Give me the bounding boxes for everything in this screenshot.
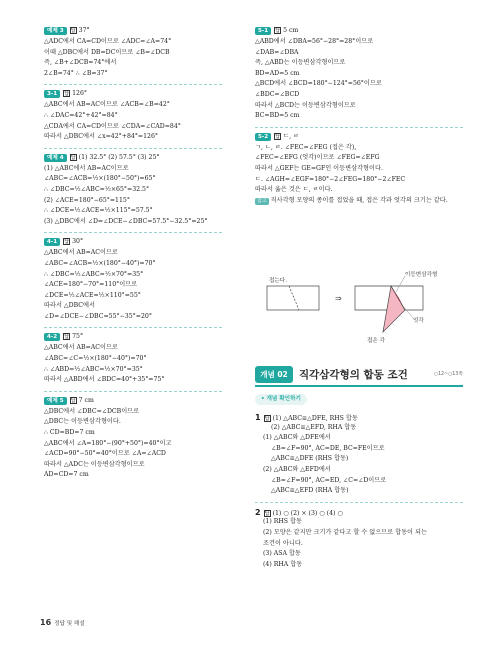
solution-line: 조건이 아니다. — [263, 539, 303, 547]
solution-line: (2) △ABC와 △EFD에서 — [263, 465, 331, 473]
problem-2 — [255, 507, 463, 571]
solution-3-1 — [44, 89, 222, 142]
solution-line: (3) ASA 합동 — [263, 550, 301, 558]
solution-line: △ABC≡△EFD (RHA 합동) — [271, 487, 349, 495]
label-leader — [396, 276, 405, 292]
divider — [255, 127, 463, 128]
answer-mark: 답 — [64, 91, 70, 98]
solution-line: (1) ○ (2) × (3) ○ (4) ○ — [272, 509, 343, 517]
solution-line: 이때 △DBC에서 DB=DC이므로 ∠B=∠DCB — [44, 48, 170, 56]
solution-line: ∠ABC=∠C=½×(180°−40°)=70° — [44, 355, 147, 363]
solution-line: △ABC≡△DFE (RHS 합동) — [271, 455, 349, 463]
alternate-angle-label: 엇각 — [413, 318, 424, 324]
problem-number: 2 — [255, 507, 261, 517]
solution-header — [44, 396, 222, 407]
solution-line: △ABD에서 ∠DBA=56°−28°=28°이므로 — [255, 38, 374, 45]
solution-line: 따라서 △DBC에서 ∠x=42°+84°=126° — [44, 133, 158, 141]
answer-text: 5 cm — [283, 27, 299, 34]
answer-mark: 답 — [70, 154, 76, 161]
solution-line: ∴ ∠DBC=½∠ABC=½×65°=32.5° — [44, 185, 150, 193]
solution-line: 따라서 △BCD는 이등변삼각형이므로 — [255, 101, 356, 109]
divider — [44, 391, 222, 392]
answer-mark: 답 — [264, 510, 270, 517]
solution-line: ∠FEC=∠EFG (엇각)이므로 ∠FEG=∠EFG — [255, 154, 380, 162]
solution-header — [44, 89, 222, 100]
hint-tag: 참고 — [257, 197, 267, 204]
page-footer — [40, 617, 85, 629]
folded-flap — [383, 286, 405, 332]
answer-text: 7 cm — [78, 396, 94, 404]
solution-line: ∠ACE=180°−70°=110°이므로 — [44, 281, 138, 289]
solution-line: (1) RHS 합동 — [263, 518, 302, 526]
solution-line: (1) △ABC와 △DFE에서 — [263, 434, 331, 442]
solution-example-3 — [44, 26, 222, 79]
solution-line: (3) △DBC에서 ∠D=∠DCE−∠DBC=57.5°−32.5°=25° — [44, 217, 208, 225]
section-tag: 개념 02 — [255, 366, 293, 383]
problem-header — [255, 412, 463, 423]
solution-line: ∠B=∠F=90°, AC=ED, ∠C=∠D이므로 — [271, 476, 387, 484]
solution-line: 따라서 옳은 것은 ㄷ, ㄹ이다. — [255, 186, 333, 194]
solution-line: BC=BD=5 cm — [255, 112, 300, 120]
problem-badge: 예제 3 — [44, 27, 67, 35]
page-number: 16 — [40, 618, 52, 627]
divider — [44, 148, 222, 149]
folding-diagram — [255, 270, 463, 350]
solution-5-2 — [255, 132, 463, 207]
solution-line: (2) ∠ACE=180°−65°=115° — [44, 196, 130, 204]
solution-line: (1) △ABC에서 AB=AC이므로 — [44, 164, 129, 172]
arrow-icon: ⇒ — [335, 294, 342, 303]
solution-line: ∠ABC=∠ACB=½×(180°−40°)=70° — [44, 259, 156, 267]
solution-line: ∴ ∠DAC=42°+42°=84° — [44, 111, 118, 119]
problem-1 — [255, 412, 463, 497]
solution-4-1 — [44, 237, 222, 322]
solution-header — [44, 153, 222, 164]
solution-line: BD=AD=5 cm — [255, 69, 300, 77]
right-column — [255, 26, 463, 206]
solution-line: 2∠B=74° ∴ ∠B=37° — [44, 69, 108, 77]
left-column — [44, 26, 222, 481]
concept-check-label: • 개념 확인하기 — [255, 394, 307, 405]
divider — [44, 84, 222, 85]
solution-line: ㄱ, ㄴ, ㄹ. ∠FEC=∠FEG (접은 각), — [255, 143, 357, 151]
solution-line: △ADC에서 CA=CD이므로 ∠ADC=∠A=74° — [44, 38, 172, 45]
solution-5-1 — [255, 26, 463, 122]
answer-mark: 답 — [264, 416, 270, 422]
problem-badge: 5-1 — [255, 27, 271, 35]
solution-line: ㄷ. ∠AGH=∠EGF=180°−2∠FEG=180°−2∠FEC — [255, 175, 406, 183]
solution-line: ∴ ∠DCE=½∠ACE=½×115°=57.5° — [44, 207, 153, 215]
section-page-ref: ○12~○13쪽 — [433, 372, 463, 377]
solution-header — [44, 332, 222, 343]
solution-header — [44, 26, 222, 37]
solution-line: 따라서 △ABD에서 ∠BDC=40°+35°=75° — [44, 376, 165, 384]
label-leader — [403, 306, 413, 318]
solution-line: △BCD에서 ∠BCD=180°−124°=56°이므로 — [255, 80, 382, 88]
problem-badge: 4-1 — [44, 238, 60, 246]
problem-number: 1 — [255, 413, 261, 422]
answer-mark: 답 — [275, 28, 281, 34]
solution-line: △ABC에서 AB=AC이므로 — [44, 344, 118, 352]
hint-text: 직사각형 모양의 종이를 접었을 때, 접은 각과 엇각의 크기는 같다. — [270, 196, 448, 204]
solution-line: ∠DCE=½∠ACE=½×110°=55° — [44, 291, 141, 299]
solution-line: △ABC에서 AB=AC이므로 ∠ACB=∠B=42° — [44, 101, 170, 109]
solution-line: △DBC는 이등변삼각형이다. — [44, 418, 121, 426]
fold-line — [289, 286, 299, 310]
answer-mark: 답 — [275, 133, 281, 140]
problem-badge: 예제 4 — [44, 154, 67, 162]
solution-line: ∴ ∠DBC=½∠ABC=½×70°=35° — [44, 270, 144, 278]
solution-line: ∠DAB=∠DBA — [255, 48, 299, 56]
solution-line: ∴ CD=BD=7 cm — [44, 429, 95, 437]
solution-line: (2) 모양은 같지만 크기가 같다고 할 수 없으므로 합동이 되는 — [263, 528, 427, 536]
solution-line: 즉, △ABD는 이등변삼각형이므로 — [255, 59, 346, 67]
solution-header — [255, 26, 463, 37]
solution-header — [44, 237, 222, 248]
solution-line: △DBC에서 ∠DBC=∠DCB이므로 — [44, 407, 140, 415]
answer-text: 75° — [72, 333, 84, 341]
hint-line — [255, 196, 463, 207]
answer-text: ㄷ, ㄹ — [283, 132, 299, 140]
answer-mark: 답 — [70, 28, 76, 34]
solution-header — [255, 132, 463, 143]
solution-example-4 — [44, 153, 222, 228]
solution-line: ∠ABC=∠ACB=½×(180°−50°)=65° — [44, 175, 156, 183]
solution-line: 따라서 △ADC는 이등변삼각형이므로 — [44, 460, 145, 468]
solution-line: △ABC에서 AB=AC이므로 — [44, 249, 118, 257]
answer-mark: 답 — [70, 397, 76, 404]
solution-line: △ABC에서 ∠A=180°−(90°+50°)=40°이고 — [44, 439, 172, 447]
folding-figure — [255, 270, 463, 350]
solution-line: (2) △ABC≡△EFD, RHA 합동 — [271, 423, 357, 431]
solution-line: (1) △ABC≡△DFE, RHS 합동 — [272, 415, 358, 422]
answer-text: (1) 32.5° (2) 57.5° (3) 25° — [78, 153, 160, 161]
answer-mark: 답 — [64, 334, 70, 341]
solution-line: ∠B=∠F=90°, AC=DE, BC=FE이므로 — [271, 444, 385, 452]
answer-text: 30° — [72, 238, 84, 246]
fold-label: 접는다. — [269, 278, 287, 284]
concept-problems — [255, 412, 463, 570]
answer-text: 126° — [72, 90, 88, 98]
solution-line: (4) RHA 합동 — [263, 560, 303, 568]
solution-line: ∴ ∠ABD=½∠ABC=½×70°=35° — [44, 365, 143, 373]
answer-mark: 답 — [64, 239, 70, 246]
folded-angle-label: 접은 각 — [367, 338, 385, 344]
problem-badge: 3-1 — [44, 90, 60, 98]
section-header — [255, 365, 463, 387]
problem-badge: 5-2 — [255, 133, 271, 141]
solution-line: ∠BDC=∠BCD — [255, 90, 300, 98]
divider — [44, 232, 222, 233]
divider — [44, 327, 222, 328]
solution-line: 따라서 △DBC에서 — [44, 302, 95, 310]
solution-line: ∠ACD=90°−50°=40°이므로 ∠A=∠ACD — [44, 450, 166, 458]
solution-line: 따라서 △GEF는 GE=GF인 이등변삼각형이다. — [255, 164, 383, 172]
problem-header — [255, 507, 463, 518]
solution-line: ∠D=∠DCE−∠DBC=55°−35°=20° — [44, 312, 152, 320]
solution-line: AD=CD=7 cm — [44, 471, 89, 479]
solution-line: △CDA에서 CA=CD이므로 ∠CDA=∠CAD=84° — [44, 122, 181, 130]
solution-4-2 — [44, 332, 222, 385]
section-title: 직각삼각형의 합동 조건 — [299, 369, 408, 381]
answer-text: 37° — [78, 27, 90, 34]
divider — [255, 502, 463, 503]
footer-label: 정답 및 해설 — [54, 621, 85, 627]
isosceles-label: 이등변삼각형 — [405, 272, 438, 278]
solution-line: 즉, ∠B+∠DCB=74°에서 — [44, 59, 117, 67]
problem-badge: 예제 5 — [44, 397, 67, 405]
paper-strip — [267, 286, 319, 310]
problem-badge: 4-2 — [44, 333, 60, 341]
solution-example-5 — [44, 396, 222, 481]
